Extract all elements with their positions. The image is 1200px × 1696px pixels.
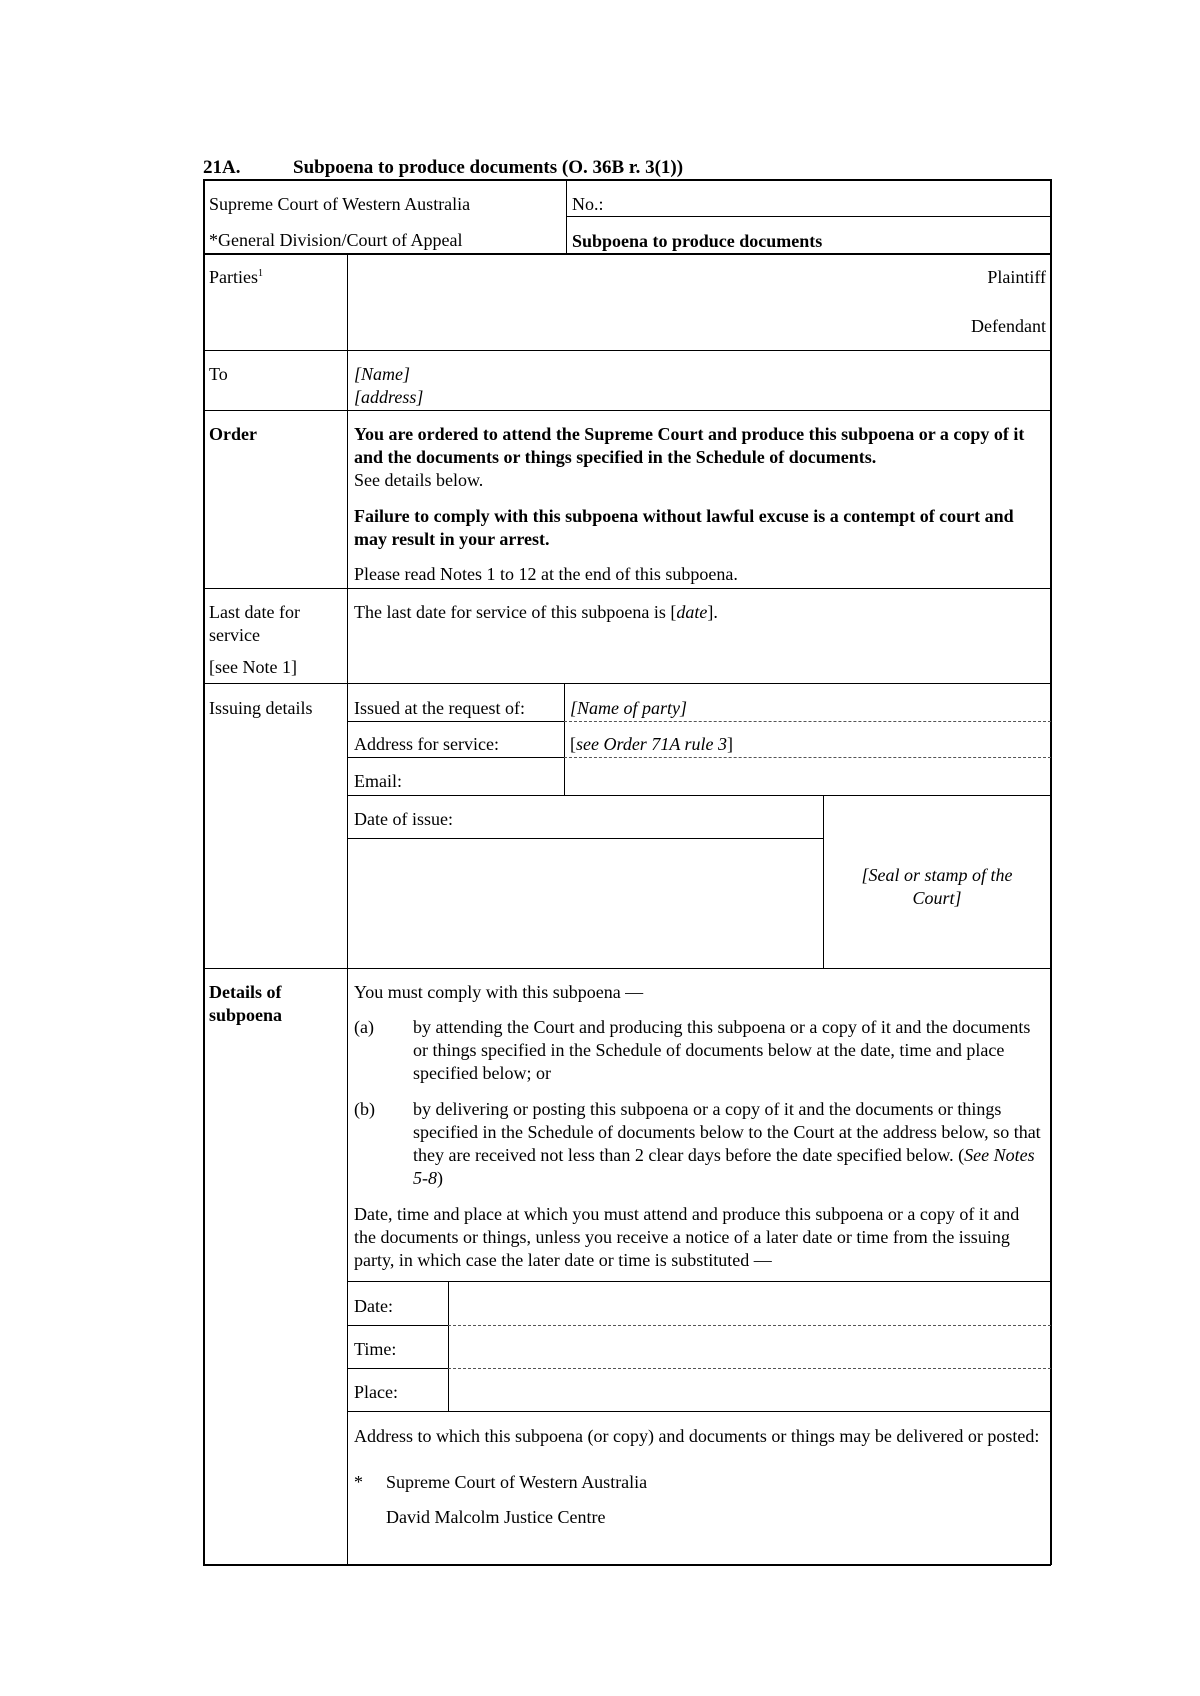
item-a-marker: (a): [354, 1017, 374, 1037]
comply-intro: You must comply with this subpoena —: [354, 982, 644, 1002]
recipient-name: [Name]: [354, 364, 411, 384]
footnote-marker: 1: [258, 268, 263, 279]
address-for-service-label: Address for service:: [354, 734, 499, 754]
address-for-service-value: [see Order 71A rule 3]: [570, 734, 733, 754]
form-number: 21A.: [203, 157, 241, 178]
delivery-address-line-2: David Malcolm Justice Centre: [386, 1507, 606, 1527]
contempt-warning: Failure to comply with this subpoena without lawful excuse is a contempt of court and may result in your arrest.: [354, 506, 1014, 549]
see-note-1: [see Note 1]: [209, 657, 297, 677]
last-date-label: Last date for service: [209, 602, 300, 645]
court-name: Supreme Court of Western Australia: [209, 194, 471, 214]
form-heading: [203, 156, 683, 179]
court-division: *General Division/Court of Appeal: [209, 230, 463, 250]
order-see-details: See details below.: [354, 470, 484, 490]
to-label: To: [209, 364, 228, 384]
last-date-text: The last date for service of this subpoena is [date].: [354, 602, 718, 622]
attend-place-label: Place:: [354, 1382, 398, 1402]
item-b-text: by delivering or posting this subpoena or a copy of it and the documents or things specified in the Schedule of documents below to the Court at the address below, so that they are received not less than 2 clear days before the date specified below. (See Notes 5-8): [413, 1099, 1041, 1188]
issuing-party-name: [Name of party]: [570, 698, 687, 718]
issuing-details-label: Issuing details: [209, 698, 313, 718]
email-label: Email:: [354, 771, 402, 791]
recipient-address: [address]: [354, 387, 424, 407]
item-b-marker: (b): [354, 1099, 375, 1119]
delivery-address-marker: *: [354, 1472, 363, 1492]
parties-label: Parties$^1$: [209, 267, 263, 287]
issued-request-label: Issued at the request of:: [354, 698, 525, 718]
delivery-address-text: Address to which this subpoena (or copy) and documents or things may be delivered or posted:: [354, 1426, 1040, 1446]
item-a-text: by attending the Court and producing this subpoena or a copy of it and the documents or things specified in the Schedule of documents below at the date, time and place specified below; or: [413, 1017, 1031, 1083]
defendant-label: Defendant: [971, 316, 1046, 336]
order-label: Order: [209, 424, 257, 444]
attend-details-text: Date, time and place at which you must attend and produce this subpoena or a copy of it and the documents or things, unless you receive a notice of a later date or time from the issuing party, in which case the later date or time is substituted —: [354, 1204, 1020, 1270]
attend-time-label: Time:: [354, 1339, 397, 1359]
delivery-address-line-1: Supreme Court of Western Australia: [386, 1472, 648, 1492]
date-of-issue-label: Date of issue:: [354, 809, 453, 829]
case-number-label: No.:: [572, 194, 604, 214]
form-title: Subpoena to produce documents: [572, 231, 823, 251]
form-heading-title: Subpoena to produce documents (O. 36B r. 3(1)): [293, 157, 684, 178]
details-label: Details of subpoena: [209, 982, 283, 1025]
order-text: You are ordered to attend the Supreme Court and produce this subpoena or a copy of it and the documents or things specified in the Schedule of documents.: [354, 424, 1025, 467]
plaintiff-label: Plaintiff: [987, 267, 1046, 287]
court-seal-placeholder: [Seal or stamp of the Court]: [861, 865, 1013, 908]
attend-date-label: Date:: [354, 1296, 393, 1316]
read-notes-text: Please read Notes 1 to 12 at the end of this subpoena.: [354, 564, 738, 584]
